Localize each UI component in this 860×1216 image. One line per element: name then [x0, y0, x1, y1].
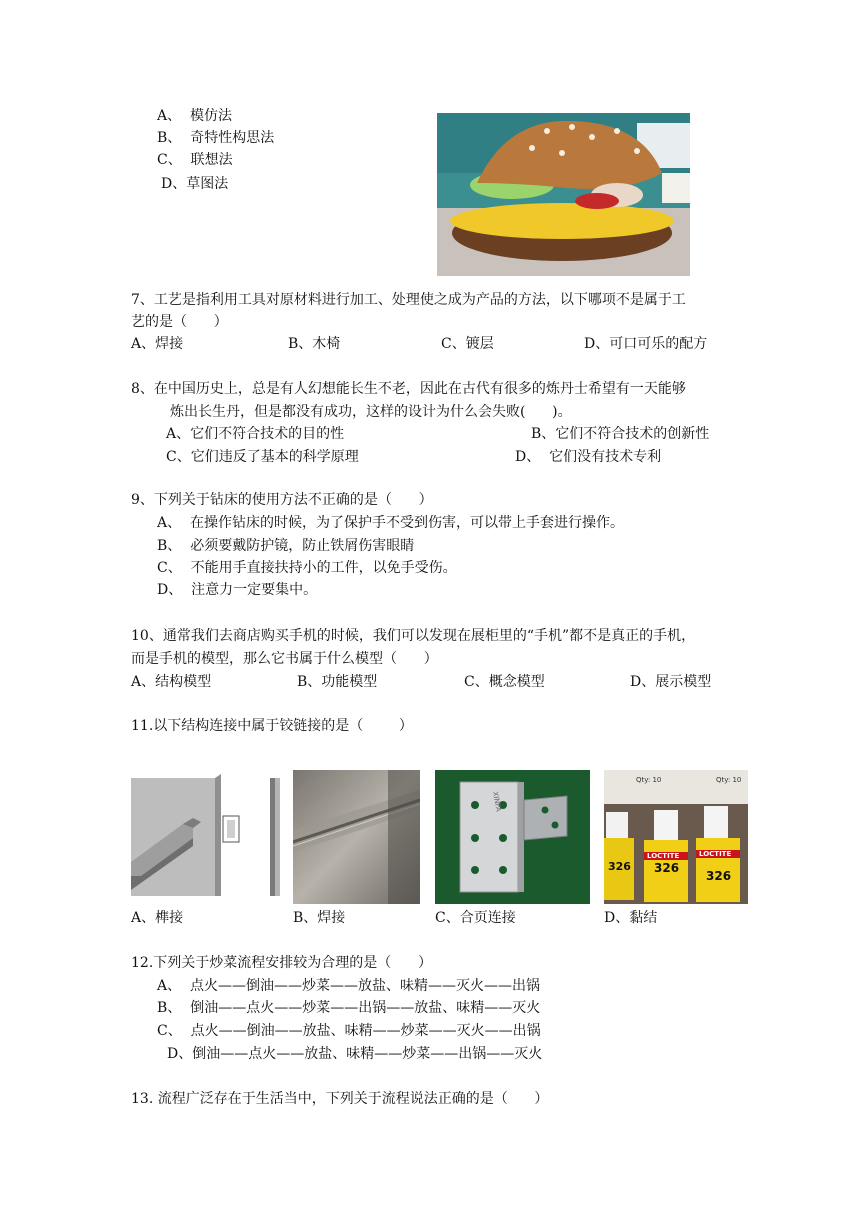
q12-option-b: B、 倒油——点火——炒菜——出锅——放盐、味精——灭火 [157, 1000, 541, 1016]
q8-option-d: D、 它们没有技术专利 [515, 449, 662, 465]
q9-option-a: A、 在操作钻床的时候，为了保护手不受到伤害，可以带上手套进行操作。 [157, 515, 625, 531]
q7-stem-line2: 艺的是（ ） [131, 314, 228, 330]
q11-stem: 11.以下结构连接中属于铰链接的是（ ） [131, 718, 413, 734]
hinge-photo [435, 770, 590, 904]
q7-option-d: D、可口可乐的配方 [584, 336, 708, 352]
q10-stem-line1: 10、通常我们去商店购买手机的时候，我们可以发现在展柜里的“手机”都不是真正的手机， [131, 628, 696, 644]
q8-stem-line1: 8、在中国历史上，总是有人幻想能长生不老，因此在古代有很多的炼丹士希望有一天能够 [131, 381, 686, 397]
q9-option-c: C、 不能用手直接扶持小的工件，以免手受伤。 [157, 560, 457, 576]
q11-option-b: B、焊接 [293, 910, 346, 926]
q10-option-d: D、展示模型 [630, 674, 712, 690]
q8-option-a: A、它们不符合技术的目的性 [166, 426, 345, 442]
q6-option-d: D、草图法 [161, 176, 229, 192]
qty-label-1: Qty: 10 [636, 776, 662, 784]
q12-stem: 12.下列关于炒菜流程安排较为合理的是（ ） [131, 955, 432, 971]
bottle-number-3: 326 [706, 869, 732, 883]
glue-bottles-photo [604, 770, 748, 904]
q9-option-d: D、 注意力一定要集中。 [157, 582, 318, 598]
q10-stem-line2: 而是手机的模型，那么它书属于什么模型（ ） [131, 651, 438, 667]
loctite-brand-1: LOCTITE [647, 852, 680, 860]
hamburger-bed-photo [437, 113, 690, 276]
q10-option-c: C、概念模型 [464, 674, 545, 690]
qty-label-2: Qty: 10 [716, 776, 742, 784]
q7-option-b: B、木椅 [288, 336, 341, 352]
q12-option-c: C、 点火——倒油——放盐、味精——炒菜——灭火——出锅 [157, 1023, 541, 1039]
q6-option-a: A、 模仿法 [157, 108, 233, 124]
q8-option-b: B、它们不符合技术的创新性 [531, 426, 710, 442]
q10-option-a: A、结构模型 [131, 674, 212, 690]
q12-option-d: D、倒油——点火——放盐、味精——炒菜——出锅——灭火 [167, 1046, 543, 1062]
q7-option-a: A、焊接 [131, 336, 184, 352]
q10-option-b: B、功能模型 [297, 674, 378, 690]
q6-option-c: C、 联想法 [157, 152, 233, 168]
bottle-number-2: 326 [654, 861, 680, 875]
q6-option-b: B、 奇特性构思法 [157, 130, 275, 146]
q9-option-b: B、 必须要戴防护镜，防止铁屑伤害眼睛 [157, 538, 415, 554]
q11-option-c: C、合页连接 [435, 910, 516, 926]
q8-stem-line2: 炼出长生丹，但是都没有成功，这样的设计为什么会失败( )。 [170, 404, 572, 420]
q9-stem: 9、下列关于钻床的使用方法不正确的是（ ） [131, 492, 433, 508]
q8-option-c: C、它们违反了基本的科学原理 [166, 449, 359, 465]
q11-option-a: A、榫接 [131, 910, 184, 926]
mortise-tenon-diagram [131, 772, 287, 898]
q7-stem-line1: 7、工艺是指利用工具对原材料进行加工、处理使之成为产品的方法，以下哪项不是属于工 [131, 292, 686, 308]
q7-option-c: C、镀层 [441, 336, 494, 352]
hinge-brand-text: XINFA [491, 790, 503, 813]
loctite-brand-2: LOCTITE [699, 850, 732, 858]
q13-stem: 13. 流程广泛存在于生活当中，下列关于流程说法正确的是（ ） [131, 1091, 549, 1107]
bottle-number-1: 326 [608, 860, 631, 873]
q12-option-a: A、 点火——倒油——炒菜——放盐、味精——灭火——出锅 [157, 978, 541, 994]
q11-option-d: D、黏结 [604, 910, 658, 926]
welded-metal-photo [293, 770, 420, 904]
